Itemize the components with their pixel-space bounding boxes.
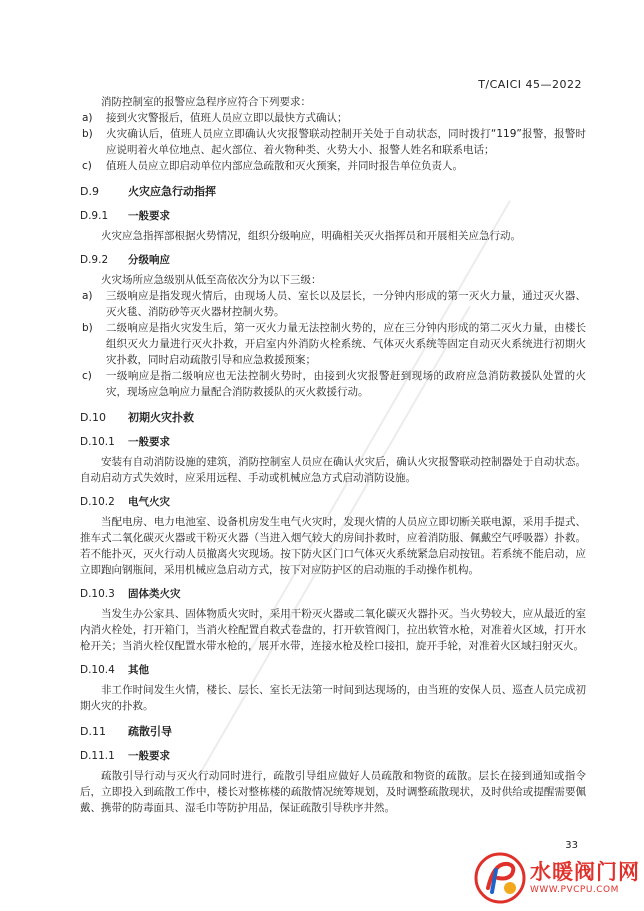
subsection-heading-d9-1: D.9.1 一般要求: [80, 210, 170, 222]
list-item: b) 火灾确认后，值班人员应立即确认火灾报警联动控制开关处于自动状态，同时拨打“119”报警，报警时应说明着火单位地点、起火部位、着火物种类、火势大小、报警人姓名和联系电话；: [82, 128, 586, 156]
logo-url: WWW.PVCPU.COM: [530, 885, 619, 895]
subsection-heading-d10-2: D.10.2 电气火灾: [80, 496, 170, 508]
intro-lead: 消防控制室的报警应急程序应符合下列要求：: [101, 96, 311, 108]
section-heading-d11: D.11 疏散引导: [80, 725, 172, 738]
paragraph: 安装有自动消防设施的建筑，消防控制室人员应在确认火灾后，确认火灾报警联动控制器处于自动状态。自动启动方式失效时，应采用远程、手动或机械应急方式启动消防设施。: [80, 456, 586, 484]
list-item: b) 二级响应是指火灾发生后，第一灭火力量无法控制火势的，应在三分钟内形成的第二灭火力量，由楼长组织灭火力量进行灭火扑救，开启室内外消防火栓系统、气体灭火系统等固定自动灭火系统进行初期火灾扑救，同时启动疏散引导和应急救援预案；: [82, 322, 586, 366]
site-logo[interactable]: [474, 852, 640, 904]
list-item: c) 一级响应是指二级响应也无法控制火势时，由接到火灾报警赶到现场的政府应急消防救援队处置的火灾，现场应急响应力量配合消防救援队的灭火救援行动。: [82, 370, 586, 398]
paragraph: 疏散引导行动与灭火行动同时进行，疏散引导组应做好人员疏散和物资的疏散。层长在接到通知或指令后，立即投入到疏散工作中，楼长对整栋楼的疏散情况统筹规划，及时调整疏散现状，及时供给或提醒需要佩戴、携带的防毒面具、湿毛巾等防护用品，保证疏散引导秩序井然。: [80, 770, 586, 814]
document-code: T/CAICI 45—2022: [478, 78, 582, 91]
subsection-heading-d10-1: D.10.1 一般要求: [80, 436, 170, 448]
logo-name: 水暖阀门网: [530, 860, 640, 884]
subsection-heading-d10-4: D.10.4 其他: [80, 664, 149, 676]
page-number: 33: [565, 840, 578, 851]
list-item: c) 值班人员应立即启动单位内部应急疏散和灭火预案，并同时报告单位负责人。: [82, 160, 463, 172]
paragraph: 火灾应急指挥部根据火势情况，组织分级响应，明确相关灭火指挥员和开展相关应急行动。: [101, 230, 521, 242]
logo-icon: [474, 852, 526, 904]
document-body: [80, 94, 586, 816]
section-heading-d9: D.9 火灾应急行动指挥: [80, 185, 216, 198]
subsection-heading-d10-3: D.10.3 固体类火灾: [80, 588, 181, 600]
list-item: a) 接到火灾警报后，值班人员应立即以最快方式确认；: [82, 112, 348, 124]
paragraph: 非工作时间发生火情，楼长、层长、室长无法第一时间到达现场的，由当班的安保人员、巡查人员完成初期火灾的扑救。: [80, 684, 586, 712]
list-item: a) 三级响应是指发现火情后，由现场人员、室长以及层长，一分钟内形成的第一灭火力量，通过灭火器、灭火毯、消防砂等灭火器材控制火势。: [82, 290, 586, 318]
subsection-heading-d9-2: D.9.2 分级响应: [80, 254, 170, 266]
paragraph: 火灾场所应急级别从低至高依次分为以下三级：: [101, 274, 322, 286]
paragraph: 当发生办公家具、固体物质火灾时，采用干粉灭火器或二氧化碳灭火器扑灭。当火势较大，应从最近的室内消火栓处，打开箱门，当消火栓配置自救式卷盘的，打开软管阀门，拉出软管水枪，对准着火区域，打开水枪开关；当消火栓仅配置水带水枪的，展开水带，连接水枪及栓口接扣，旋开手轮，对准着火区域扫射灭火。: [80, 608, 586, 652]
paragraph: 当配电房、电力电池室、设备机房发生电气火灾时，发现火情的人员应立即切断关联电源，采用手提式、推车式二氧化碳灭火器或干粉灭火器（当进入烟气较大的房间扑救时，应着消防服、佩戴空气呼吸器）扑救。若不能扑灭，灭火行动人员撤离火灾现场。按下防火区门口气体灭火系统紧急启动按钮。若系统不能启动，应立即跑向钢瓶间，采用机械应急启动方式，按下对应防护区的启动瓶的手动操作机构。: [80, 516, 586, 576]
subsection-heading-d11-1: D.11.1 一般要求: [80, 750, 170, 762]
section-heading-d10: D.10 初期火灾扑救: [80, 411, 194, 424]
